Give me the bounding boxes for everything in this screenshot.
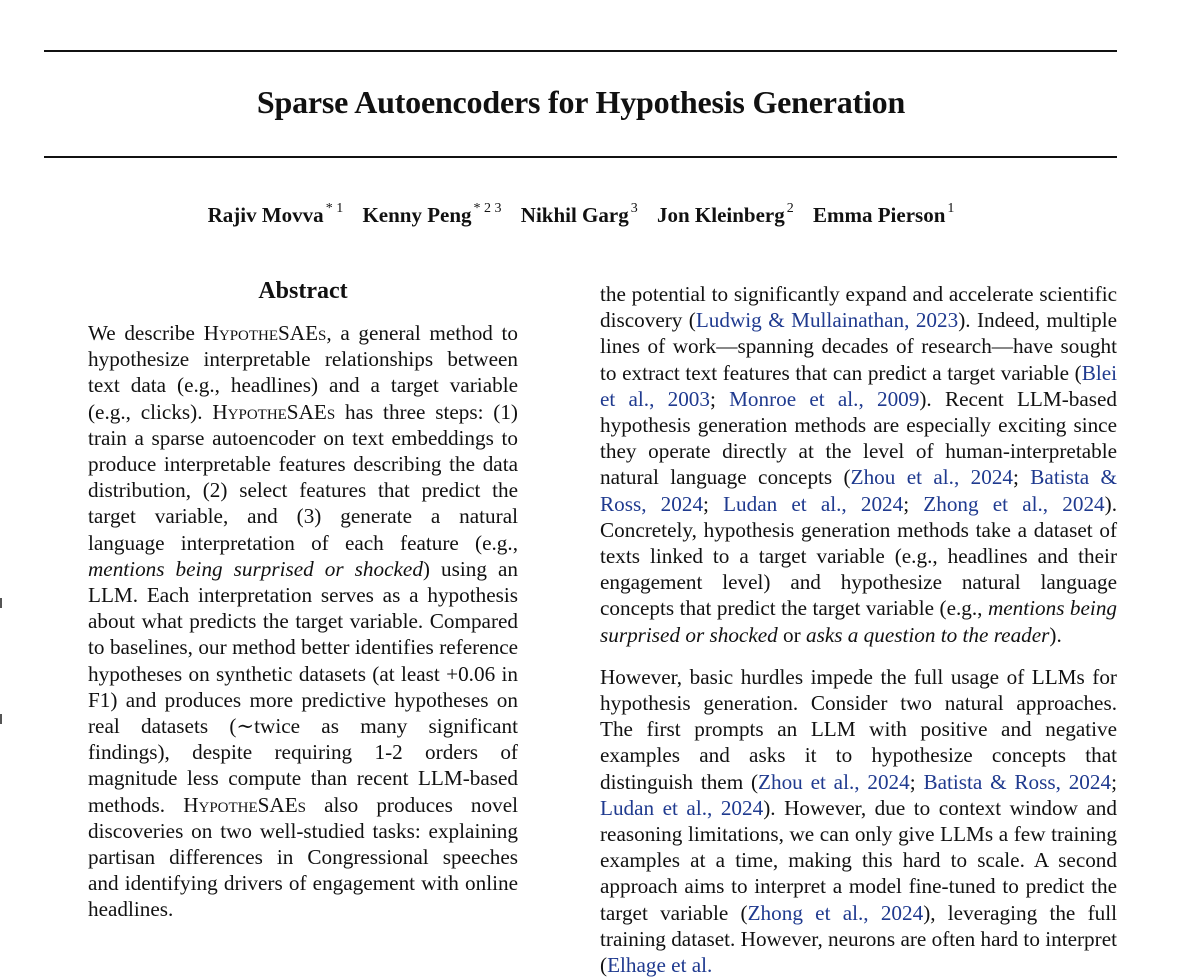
title-rule-bottom — [44, 156, 1117, 158]
margin-tick-mark — [0, 714, 2, 724]
method-name: HypotheSAEs — [203, 321, 327, 345]
method-name: HypotheSAEs — [183, 792, 307, 817]
introduction-body — [600, 281, 1117, 978]
author: Kenny Peng $^{* 2 3}$ — [362, 201, 502, 227]
citation-link[interactable]: Zhong et al., 2024 — [747, 900, 924, 925]
margin-tick-mark — [0, 598, 2, 608]
citation-link[interactable]: Monroe et al., 2009 — [729, 386, 920, 411]
author-affiliation: * 1 — [325, 201, 344, 216]
title-rule-top — [44, 50, 1117, 52]
author: Emma Pierson $^1$ — [812, 201, 955, 227]
citation-link[interactable]: Elhage et al. — [607, 953, 713, 978]
intro-paragraph: However, basic hurdles impede the full usage of LLMs for hypothesis generation. Consider two natural approaches. The first prompts an LLM with positive and negative examples and asks it to hypothesize concepts that distinguish them (Zhou et al., 2024; Batista & Ross, 2024; Ludan et al., 2024). However, due to context window and reasoning limitations, we can only give LLMs a few training examples at a time, making this hard to scale. A second approach aims to interpret a model fine-tuned to predict the target variable (Zhong et al., 2024), leveraging the full training dataset. However, neurons are often hard to interpret (Elhage et al. — [600, 664, 1117, 978]
abstract-body — [88, 320, 518, 923]
author-affiliation: * 2 3 — [473, 201, 502, 216]
author: Jon Kleinberg $^2$ — [656, 201, 794, 227]
citation-link[interactable]: Zhou et al., 2024 — [758, 769, 910, 794]
author-affiliation: 1 — [947, 201, 955, 216]
citation-link[interactable]: Zhou et al., 2024 — [850, 465, 1014, 490]
citation-link[interactable]: Batista & Ross, 2024 — [600, 465, 1117, 516]
citation-link[interactable]: Ludan et al., 2024 — [600, 795, 764, 820]
author: Rajiv Movva $^{* 1}$ — [207, 201, 344, 227]
abstract-heading: Abstract — [258, 278, 348, 304]
intro-paragraph: the potential to significantly expand and accelerate scientific discovery (Ludwig & Mullainathan, 2023). Indeed, multiple lines of work—spanning decades of research—have sought to extract text features that can predict a target variable (Blei et al., 2003; Monroe et al., 2009). Recent LLM-based hypothesis generation methods are especially exciting since they operate directly at the level of human-interpretable natural language concepts (Zhou et al., 2024; Batista & Ross, 2024; Ludan et al., 2024; Zhong et al., 2024). Concretely, hypothesis generation methods take a dataset of texts linked to a target variable (e.g., headlines and their engagement level) and hypothesize natural language concepts that predict the target variable (e.g., mentions being surprised or shocked or asks a question to the reader). — [600, 282, 1118, 647]
abstract-paragraph: We describe HypotheSAEs, a general method to hypothesize interpretable relationships between text data (e.g., headlines) and a target variable (e.g., clicks). HypotheSAEs has three steps: (1) train a sparse autoencoder on text embeddings to produce interpretable features describing the data distribution, (2) select features that predict the target variable, and (3) generate a natural language interpretation of each feature (e.g., mentions being surprised or shocked) using an LLM. Each interpretation serves as a hypothesis about what predicts the target variable. Compared to baselines, our method better identifies reference hypotheses on synthetic datasets (at least +0.06 in F1) and produces more predictive hypotheses on real datasets (∼twice as many significant findings), despite requiring 1-2 orders of magnitude less compute than recent LLM-based methods. HypotheSAEs also produces novel discoveries on two well-studied tasks: explaining partisan differences in Congressional speeches and identifying drivers of engagement with online headlines. — [88, 321, 519, 922]
method-name: HypotheSAEs — [212, 399, 336, 424]
citation-link[interactable]: Batista & Ross, 2024 — [923, 769, 1112, 794]
author-affiliation: 3 — [630, 201, 638, 216]
citation-link[interactable]: Ludwig & Mullainathan, 2023 — [695, 308, 959, 333]
paper-title: Sparse Autoencoders for Hypothesis Generation — [256, 84, 906, 120]
author: Nikhil Garg $^3$ — [520, 201, 638, 227]
citation-link[interactable]: Blei et al., 2003 — [600, 360, 1117, 411]
citation-link[interactable]: Zhong et al., 2024 — [923, 491, 1105, 516]
author-list — [0, 203, 1162, 228]
author-affiliation: 2 — [786, 201, 794, 216]
citation-link[interactable]: Ludan et al., 2024 — [723, 491, 904, 516]
